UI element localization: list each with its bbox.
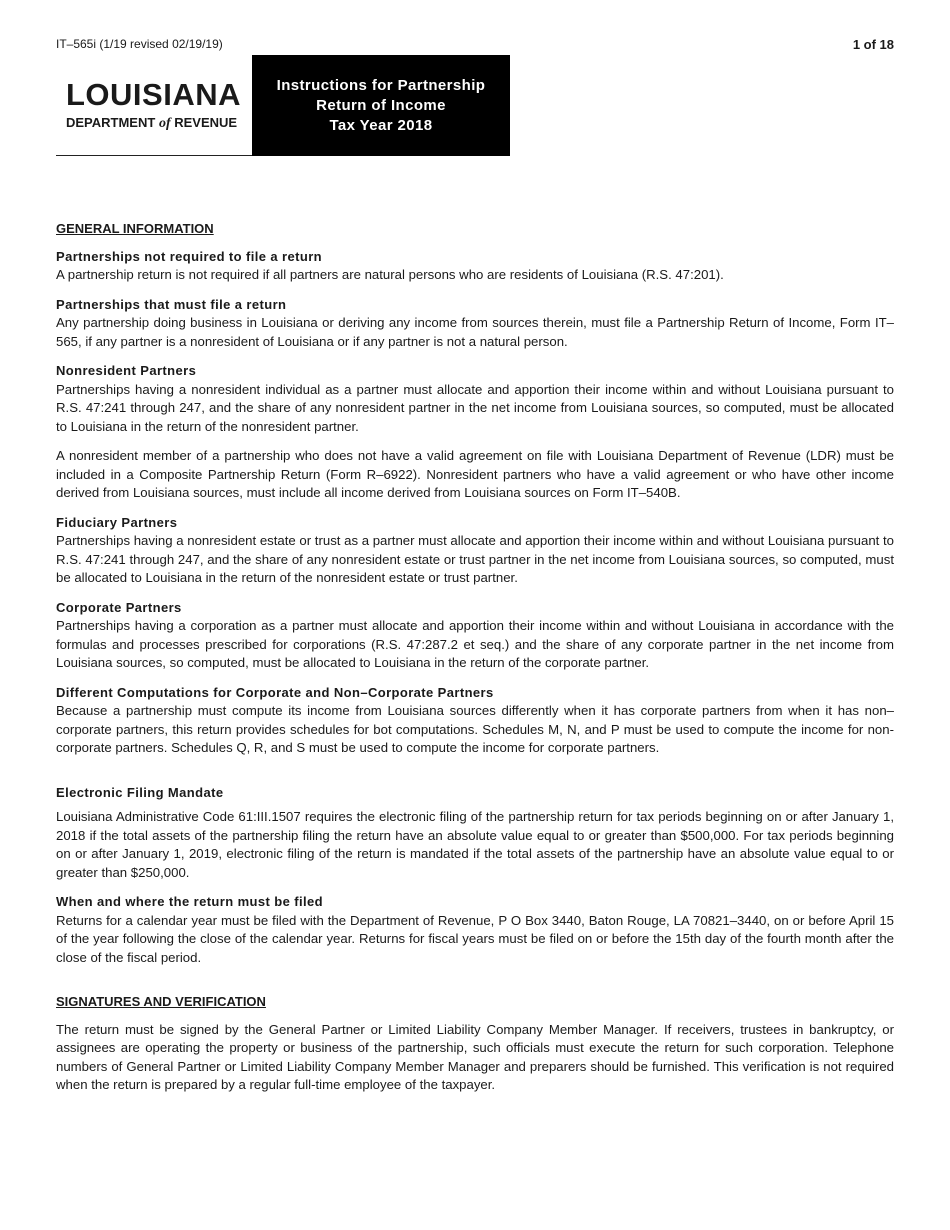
- logo-department: [66, 115, 237, 132]
- title-line-3: Tax Year 2018: [329, 117, 433, 134]
- subheading-must-file: Partnerships that must file a return: [56, 296, 287, 312]
- louisiana-revenue-logo: [56, 55, 252, 156]
- title-line-1: Instructions for Partnership: [276, 77, 486, 94]
- subheading-nonresident: Nonresident Partners: [56, 363, 197, 378]
- page-number: 1 of 18: [852, 37, 894, 52]
- paragraph-efile: Louisiana Administrative Code 61:III.1507 requires the electronic filing of the partnership return for tax periods beginning on or after January 1, 2018 if the total assets of the partnership filing the return have an absolute value equal to or greater than $500,000. For tax periods beginning on or after January 1, 2019, electronic filing of the return is mandated if the total assets of the partnership have an absolute value equal to or greater than $250,000.: [56, 809, 894, 880]
- paragraph-when-where: Returns for a calendar year must be filed with the Department of Revenue, P O Box 3440, Baton Rouge, LA 70821–3440, on or before April 15 of the year following the close of the calendar year. Returns for fiscal years must be filed on or before the 15th day of the fourth month after the close of the fiscal period.: [56, 912, 894, 965]
- paragraph-corporate: Partnerships having a corporation as a partner must allocate and apportion their income within and without Louisiana in accordance with the formulas and processes prescribed for corporations (R.S. 47:287.2 et seq.) and the share of any corporate partner in the net income from Louisiana sources, so computed, must be allocated to Louisiana in the return of the corporate partner.: [56, 618, 894, 670]
- paragraph-fiduciary: Partnerships having a nonresident estate or trust as a partner must allocate and apportion their income within and without Louisiana pursuant to R.S. 47:241 through 247, and the share of any nonresident estate or trust partner in the net income from Louisiana sources, so computed, must be allocated to Louisiana in the return of the nonresident estate or trust partner.: [56, 533, 894, 585]
- subheading-not-required: Partnerships not required to file a return: [56, 248, 323, 264]
- document-title-box: [252, 55, 510, 156]
- logo-wordmark: LOUISIANA: [66, 77, 241, 112]
- paragraph-different-computations: Because a partnership must compute its income from Louisiana sources differently when it has corporate partners from when it has non–corporate partners, this return provides schedules for bot computations. Schedules M, N, and P must be used to compute the income for non-corporate partners. Schedules Q, R, and S must be used to compute the income for corporate partners.: [56, 703, 894, 755]
- subheading-efile: Electronic Filing Mandate: [56, 784, 224, 800]
- logo-dept-of: of: [158, 116, 171, 131]
- page-header: [56, 37, 894, 53]
- paragraph-must-file: Any partnership doing business in Louisiana or deriving any income from sources therein, must file a Partnership Return of Income, Form IT–565, if any partner is a nonresident of Louisiana or if any partner is not a natural person.: [56, 315, 894, 349]
- subheading-when-where: When and where the return must be filed: [56, 894, 323, 909]
- subheading-corporate: Corporate Partners: [56, 599, 182, 615]
- title-line-2: Return of Income: [316, 97, 446, 114]
- logo-dept-pre: DEPARTMENT: [66, 115, 159, 130]
- paragraph-signatures: The return must be signed by the General Partner or Limited Liability Company Member Manager. If receivers, trustees in bankruptcy, or assignees are operating the property or business of the partnership, such officials must execute the return for such corporation. Telephone numbers of General Partner or Limited Liability Company Member Manager and preparers should be furnished. This verification is not required when the return is prepared by a regular full-time employee of the taxpayer.: [56, 1021, 894, 1092]
- form-id: IT–565i (1/19 revised 02/19/19): [56, 37, 223, 51]
- paragraph-nonresident-2: A nonresident member of a partnership who does not have a valid agreement on file with Louisiana Department of Revenue (LDR) must be included in a Composite Partnership Return (Form R–6922). Nonresident partners who have a valid agreement or who have other income derived from Louisiana sources, must include all income derived from Louisiana sources on Form IT–540B.: [56, 448, 894, 500]
- subheading-fiduciary: Fiduciary Partners: [56, 514, 178, 530]
- logo-dept-post: REVENUE: [170, 115, 238, 130]
- document-banner: [56, 55, 510, 156]
- section-heading-general: GENERAL INFORMATION: [56, 221, 214, 236]
- subheading-different-computations: Different Computations for Corporate and Non–Corporate Partners: [56, 684, 494, 700]
- paragraph-nonresident-1: Partnerships having a nonresident individual as a partner must allocate and apportion their income within and without Louisiana pursuant to R.S. 47:241 through 247, and the share of any nonresident partner in the net income from Louisiana sources, so computed, must be allocated to Louisiana in the return of the nonresident partner.: [56, 381, 894, 434]
- document-body: [56, 220, 894, 1095]
- section-heading-signatures: SIGNATURES AND VERIFICATION: [56, 994, 266, 1009]
- paragraph-not-required: A partnership return is not required if all partners are natural persons who are residents of Louisiana (R.S. 47:201).: [56, 267, 724, 282]
